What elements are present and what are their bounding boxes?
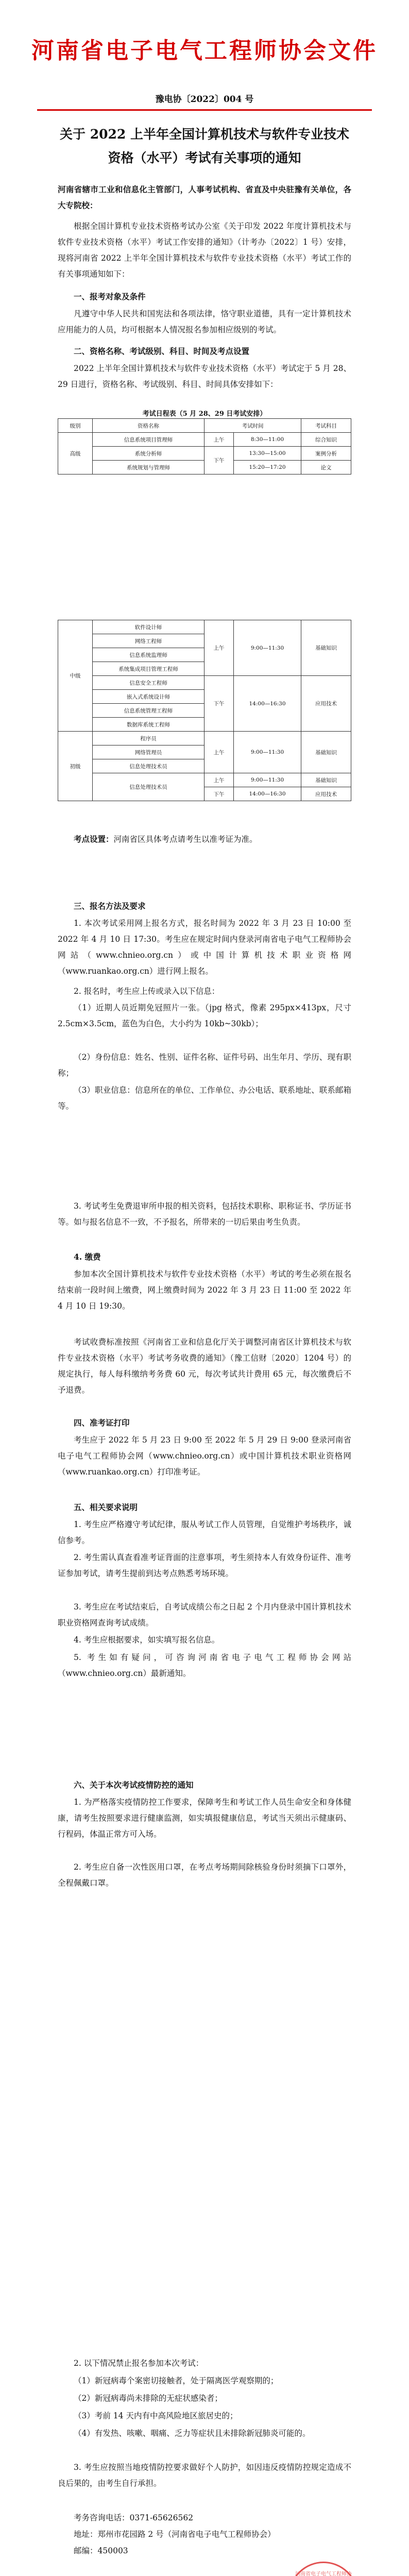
- page-3: [0, 1157, 409, 1736]
- paragraph: （2）身份信息：姓名、性别、证件名称、证件号码、出生年月、学历、现有职称；: [58, 1053, 351, 1078]
- paragraph: 3. 考生应在考试结束后，自考试成绩公布之日起 2 个月内登录中国计算机技术职业资格网查询考试成绩。: [58, 1602, 351, 1628]
- name-cell: 信息系统项目管理师: [93, 433, 204, 447]
- page-1: [0, 0, 409, 579]
- paragraph: 1. 考生应严格遵守考试纪律，服从考试工作人员管理，自觉维护考场秩序，诚信参考。: [58, 1520, 351, 1545]
- time-cell: 上午: [204, 732, 234, 773]
- name-cell: 信息系统监理师: [93, 648, 204, 662]
- intro-paragraph: 根据全国计算机专业技术资格考试办公室《关于印发 2022 年度计算机技术与软件专业技术资格（水平）考试工作安排的通知》（计考办〔2022〕1 号）安排，现将河南省 2022 上半年全国计算机技术与软件专业技术资格（水平）考试工作的有关事项通知如下：: [58, 222, 351, 279]
- paragraph: 1. 本次考试采用网上报名方式，报名时间为 2022 年 3 月 23 日 10:00 至 2022 年 4 月 10 日 17:30。考生应在规定时间内登录河南省电子电气工程师协会网站（www.chnieo.org.cn）或中国计算机技术职业资格网（www.ruankao.org.cn）进行网上报名。: [58, 919, 351, 976]
- page-4: [0, 1736, 409, 2314]
- exam-site-note: [58, 831, 351, 848]
- section-1-title: 一、报考对象及条件: [74, 292, 146, 301]
- paragraph: 3. 考生应按照当地疫情防控要求做好个人防护，如因违反疫情防控规定造成不良后果的，由考生自行承担。: [58, 2463, 351, 2488]
- name-cell: 嵌入式系统设计师: [93, 690, 204, 704]
- section-3-title: 三、报名方法及要求: [74, 901, 146, 911]
- recipients: 河南省辖市工业和信息化主管部门，人事考试机构、省直及中央驻豫有关单位，各大专院校：: [58, 184, 351, 210]
- contact-phone: 考务咨询电话：0371-65626562: [74, 2513, 194, 2522]
- name-cell: 系统集成项目管理工程师: [93, 662, 204, 676]
- paragraph: 1. 为严格落实疫情防控工作要求，保障考生和考试工作人员生命安全和身体健康，请考生按照要求进行健康监测，如实填报健康信息，考试当天须出示健康码、行程码，体温正常方可入场。: [58, 1798, 351, 1839]
- time-range: 13:30—15:00: [234, 447, 301, 461]
- time-range: 14:00—16:30: [234, 787, 301, 801]
- section-4-title: 四、准考证打印: [74, 1418, 130, 1428]
- name-cell: 信息系统管理工程师: [93, 704, 204, 718]
- schedule-table: [58, 418, 351, 474]
- paragraph: 2. 报名时，考生应上传或录入以下信息：: [74, 987, 220, 996]
- col-subject: 考试科目: [301, 419, 351, 433]
- page-2: [0, 579, 409, 1157]
- paragraph: 考生应于 2022 年 5 月 23 日 9:00 至 2022 年 5 月 29 日 9:00 登录河南省电子电气工程师协会网（www.chnieo.org.cn）或中国计算机技术职业资格网（www.ruankao.org.cn）打印准考证。: [58, 1435, 351, 1477]
- document-number: 豫电协〔2022〕004 号: [155, 94, 254, 105]
- exam-site-label: 考点设置：: [74, 834, 114, 844]
- paragraph: 3. 考试考生免费退审所申报的相关资料，包括技术职称、职称证书、学历证书等。如与报名信息不一致，不予报名，所带来的一切后果由考生负责。: [58, 1201, 351, 1227]
- section-5-title: 五、相关要求说明: [74, 1502, 138, 1512]
- subject-cell: 案例分析: [301, 447, 351, 461]
- paragraph: 考试收费标准按照《河南省工业和信息化厅关于调整河南省区计算机技术与软件专业技术资格（水平）考试考务收费的通知》（豫工信财〔2020〕1204 号）的规定执行，每人每科缴纳考务费 60 元，每次考试共计费用 65 元，每次缴费后不予退费。: [58, 1337, 351, 1395]
- subject-cell: 应用技术: [301, 676, 351, 732]
- paragraph: （1）近期人员近期免冠照片一张。（jpg 格式，像素 295px×413px，尺寸 2.5cm×3.5cm，蓝色为白色，大小约为 10kb~30kb）；: [58, 1003, 351, 1028]
- table-row: [58, 676, 351, 690]
- section-2-title: 二、资格名称、考试级别、科目、时间及考点设置: [74, 346, 250, 356]
- table-row: [58, 447, 351, 461]
- schedule-header-row: [58, 419, 351, 433]
- notice-title: 关于 2022 上半年全国计算机技术与软件专业技术资格（水平）考试有关事项的通知: [60, 127, 349, 165]
- official-seal: [288, 2562, 359, 2576]
- col-name: 资格名称: [93, 419, 204, 433]
- subject-cell: 基础知识: [301, 773, 351, 787]
- name-cell: 软件设计师: [93, 620, 204, 634]
- paragraph: （3）考前 14 天内有中高风险地区旅居史的；: [74, 2411, 238, 2420]
- paragraph: （1）新冠病毒个案密切接触者，处于隔离医学观察期的；: [74, 2376, 279, 2385]
- subject-cell: 综合知识: [301, 433, 351, 447]
- level-junior: 初级: [58, 732, 93, 801]
- time-cell: 上午: [204, 773, 234, 787]
- subject-cell: 基础知识: [301, 732, 351, 773]
- paragraph: 2. 考生需认真查看准考证背面的注意事项，考生须持本人有效身份证件、准考证参加考试，请考生提前到达考点熟悉考场环境。: [58, 1553, 351, 1578]
- paragraph: 4. 缴费: [74, 1252, 101, 1262]
- name-cell: 数据库系统工程师: [93, 718, 204, 732]
- table-row: [58, 773, 351, 787]
- col-level: 级别: [58, 419, 93, 433]
- schedule-table-continued: [58, 620, 351, 801]
- red-divider: [37, 109, 372, 111]
- col-time: 考试时间: [204, 419, 301, 433]
- exam-site-text: 河南省区具体考点请考生以准考证为准。: [113, 835, 258, 844]
- subject-cell: 基础知识: [301, 620, 351, 676]
- subject-cell: 应用技术: [301, 787, 351, 801]
- name-cell: 信息处理技术员: [93, 759, 204, 773]
- document-header-title: 河南省电子电气工程师协会文件: [31, 38, 378, 64]
- level-middle: 中级: [58, 620, 93, 732]
- contact-address: 地址：郑州市花园路 2 号（河南省电子电气工程师协会）: [74, 2530, 276, 2539]
- subject-cell: 论文: [301, 461, 351, 474]
- name-cell: 系统分析师: [93, 447, 204, 461]
- time-range: 15:20—17:20: [234, 461, 301, 474]
- time-cell: 下午: [204, 787, 234, 801]
- name-cell: 网络管理员: [93, 745, 204, 759]
- page-5: [0, 2314, 409, 2576]
- name-cell: 程序员: [93, 732, 204, 745]
- time-range: 9:00—11:30: [234, 732, 301, 773]
- name-cell: 信息安全工程师: [93, 676, 204, 690]
- section-6-title: 六、关于本次考试疫情防控的通知: [74, 1780, 194, 1790]
- name-cell: 系统规划与管理师: [93, 461, 204, 474]
- time-range: 9:00—11:30: [234, 773, 301, 787]
- name-cell: 信息处理技术员: [93, 773, 204, 801]
- name-cell: 网络工程师: [93, 634, 204, 648]
- time-range: 14:00—16:30: [234, 676, 301, 732]
- paragraph: 4. 考生应根据要求，如实填写报名信息。: [74, 1635, 220, 1645]
- time-cell: 上午: [204, 433, 234, 447]
- paragraph: （2）新冠病毒尚未排除的无症状感染者；: [74, 2394, 223, 2403]
- time-cell: 下午: [204, 676, 234, 732]
- paragraph: （4）有发热、咳嗽、咽痛、乏力等症状且未排除新冠肺炎可能的。: [74, 2429, 311, 2438]
- contact-postcode: 邮编：450003: [74, 2546, 128, 2555]
- time-cell: 上午: [204, 620, 234, 676]
- paragraph: 2. 考生应自备一次性医用口罩，在考点考场期间除核验身份时须摘下口罩外，全程佩戴口罩。: [58, 1862, 351, 1888]
- paragraph: （3）职业信息：信息所在的单位、工作单位、办公电话、联系地址、联系邮箱等。: [58, 1086, 351, 1111]
- table-row: [58, 620, 351, 634]
- seal-text: 河南省电子电气工程师协: [295, 2571, 352, 2576]
- table-row: [58, 433, 351, 447]
- section-2-body: 2022 上半年全国计算机技术与软件专业技术资格（水平）考试定于 5 月 28、29 日进行，资格名称、考试级别、科目、时间具体安排如下：: [58, 364, 351, 389]
- paragraph: 5. 考生如有疑问，可咨询河南省电子电气工程师协会网站（www.chnieo.org.cn）最新通知。: [58, 1653, 351, 1678]
- schedule-caption: 考试日程表（5 月 28、29 日考试安排）: [142, 410, 267, 418]
- paragraph: 2. 以下情况禁止报名参加本次考试：: [74, 2359, 204, 2368]
- time-range: 8:30—11:00: [234, 433, 301, 447]
- time-cell: 下午: [204, 447, 234, 474]
- level-senior: 高级: [58, 433, 93, 474]
- section-1-body: 凡遵守中华人民共和国宪法和各项法律，恪守职业道德，具有一定计算机技术应用能力的人员，均可根据本人情况报名参加相应级别的考试。: [58, 309, 351, 334]
- time-range: 9:00—11:30: [234, 620, 301, 676]
- paragraph: 参加本次全国计算机技术与软件专业技术资格（水平）考试的考生必须在报名结束前一段时间上缴费，网上缴费时间为 2022 年 3 月 23 日 11:00 至 2022 年 4 月 10 日 19:30。: [58, 1269, 351, 1311]
- table-row: [58, 732, 351, 745]
